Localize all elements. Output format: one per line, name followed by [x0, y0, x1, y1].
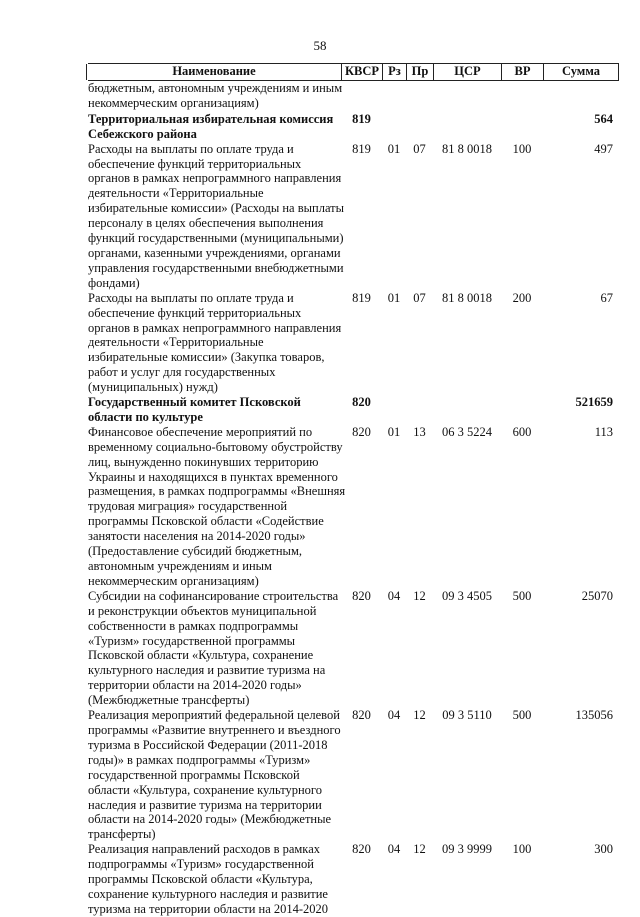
row-kvsr: 820	[352, 395, 371, 410]
row-name-line: некоммерческим организациям)	[88, 573, 259, 588]
row-name-line: избирательные комиссии» (Расходы на выплаты	[88, 201, 345, 216]
row-name-line: трудовая миграция» государственной	[88, 499, 288, 514]
row-name-line: обеспечение функций территориальных	[88, 305, 302, 320]
row-name-line: управления государственными внебюджетными	[88, 260, 344, 275]
row-name-line: автономным учреждениям и иным	[88, 559, 272, 573]
row-name-line: фондами)	[88, 275, 140, 290]
row-pr: 13	[413, 424, 426, 439]
row-rz: 04	[387, 708, 401, 723]
row-name-line: территории области на 2014-2020 годы»	[88, 678, 302, 693]
row-pr: 12	[413, 842, 426, 857]
row-name-line: государственной программы Псковской	[88, 767, 300, 782]
row-name-line: персоналу в целях обеспечения выполнения	[88, 216, 324, 231]
row-name	[86, 112, 341, 142]
row-name-line: органами, казенными учреждениями, органами	[88, 245, 341, 260]
row-name-line: функций государственными (муниципальными)	[88, 231, 344, 246]
table-body	[88, 81, 619, 917]
row-sum: 564	[594, 111, 613, 126]
row-name-line: Расходы на выплаты по оплате труда и	[88, 141, 294, 156]
row-name-line: наследия и развитие туризма на территории	[88, 797, 322, 812]
row-name-line: Государственный комитет Псковской	[88, 395, 301, 410]
row-pr: 12	[413, 588, 426, 603]
table-row	[88, 142, 619, 291]
budget-table	[88, 63, 619, 917]
row-csr: 09 3 5110	[442, 708, 492, 723]
row-name-line: собственности в рамках подпрограммы	[88, 618, 299, 633]
row-name-line: программы Псковской области «Культура,	[88, 872, 313, 887]
header-sum: Сумма	[543, 64, 619, 80]
row-name-line: Псковской области «Культура, сохранение	[88, 648, 314, 663]
table-header	[88, 63, 619, 81]
row-kvsr: 820	[352, 588, 371, 603]
row-name-line: программы Псковской области «Содействие	[88, 514, 324, 529]
row-name	[86, 708, 341, 842]
row-sum: 135056	[575, 708, 613, 723]
row-sum: 25070	[581, 588, 613, 603]
row-name-line: Себежского района	[88, 126, 197, 141]
row-name-line: культурного наследия и развитие туризма на	[88, 663, 326, 678]
row-rz: 01	[387, 424, 401, 439]
table-row	[88, 425, 619, 589]
table-row	[88, 112, 619, 142]
row-csr: 81 8 0018	[442, 141, 492, 156]
header-rz: Рз	[382, 64, 406, 80]
row-name-line: работ и услуг для государственных	[88, 365, 276, 380]
row-name-line: некоммерческим организациям)	[88, 95, 259, 110]
row-sum: 300	[594, 842, 613, 857]
row-name-line: органов в рамках непрограммного направления	[88, 320, 342, 335]
row-name-line: «Туризм» государственной программы	[88, 633, 296, 648]
row-kvsr: 820	[352, 842, 371, 857]
row-name-line: органов в рамках непрограммного направления	[88, 171, 342, 186]
row-name	[86, 424, 346, 589]
row-name-line: годы)» в рамках подпрограммы «Туризм»	[88, 752, 311, 767]
row-csr: 09 3 4505	[442, 588, 492, 603]
row-name-line: деятельности «Территориальные	[88, 335, 264, 350]
row-name-line: деятельности «Территориальные	[88, 186, 264, 201]
row-sum: 521659	[575, 395, 613, 410]
row-name-line: Реализация мероприятий федеральной целевой	[88, 708, 340, 723]
row-name-line: Финансовое обеспечение мероприятий по	[88, 424, 313, 439]
row-rz: 01	[387, 290, 401, 305]
row-name-line: туризма на территории области на 2014-2020	[88, 901, 329, 916]
table-row	[88, 589, 619, 708]
header-kvsr: КВСР	[341, 64, 382, 80]
row-sum: 67	[600, 290, 613, 305]
row-name-line: занятости населения на 2014-2020 годы»	[88, 529, 306, 544]
row-vr: 500	[512, 708, 532, 723]
row-name-line: (Межбюджетные трансферты)	[88, 693, 250, 708]
row-csr: 09 3 9999	[442, 842, 492, 857]
row-name-line: Субсидии на софинансирование строительства	[88, 588, 339, 603]
row-kvsr: 819	[352, 111, 371, 126]
row-rz: 04	[387, 588, 401, 603]
row-name-line: области «Культура, сохранение культурного	[88, 782, 323, 797]
row-name-line: программы «Развитие внутреннего и въездного	[88, 722, 341, 737]
row-name-line: (муниципальных) нужд)	[88, 380, 218, 395]
row-vr: 200	[512, 290, 532, 305]
row-sum: 497	[594, 141, 613, 156]
row-name-line: сохранение культурного наследия и развитие	[88, 886, 328, 901]
row-name-line: (Предоставление субсидий бюджетным,	[88, 544, 302, 559]
table-row	[88, 81, 619, 111]
row-name-line: временному социально-бытовому обустройству	[88, 439, 343, 454]
row-rz: 04	[387, 842, 401, 857]
row-name-line: области по культуре	[88, 409, 203, 424]
row-name-line: размещения, в рамках подпрограммы «Внешняя	[88, 484, 346, 499]
row-vr: 100	[512, 842, 532, 857]
row-kvsr: 820	[352, 708, 371, 723]
row-name-line: лиц, вынужденно покинувших территорию	[88, 454, 319, 469]
row-vr: 100	[512, 141, 532, 156]
header-pr: Пр	[406, 64, 433, 80]
row-rz: 01	[387, 141, 401, 156]
row-name-line: Территориальная избирательная комиссия	[88, 111, 334, 126]
row-name-line: подпрограммы «Туризм» государственной	[88, 857, 314, 872]
page-number: 58	[313, 38, 327, 53]
row-pr: 07	[413, 290, 426, 305]
row-csr: 06 3 5224	[442, 424, 492, 439]
table-row	[88, 708, 619, 842]
row-sum: 113	[594, 424, 613, 439]
table-row	[88, 395, 619, 425]
row-name-line: Расходы на выплаты по оплате труда и	[88, 290, 294, 305]
header-csr: ЦСР	[433, 64, 501, 80]
header-vr: ВР	[501, 64, 543, 80]
row-name-line: избирательные комиссии» (Закупка товаров,	[88, 350, 325, 365]
row-name	[86, 291, 341, 395]
row-name	[86, 589, 341, 708]
row-name-line: Реализация направлений расходов в рамках	[88, 842, 320, 857]
row-name-line: трансферты)	[88, 827, 156, 842]
row-name-line: обеспечение функций территориальных	[88, 156, 302, 171]
row-name	[86, 141, 345, 291]
row-pr: 12	[413, 708, 426, 723]
row-vr: 500	[512, 588, 532, 603]
row-name	[86, 395, 341, 425]
table-row	[88, 291, 619, 395]
row-name-line: Украины и находящихся в пунктах временного	[88, 469, 338, 484]
table-row	[88, 842, 619, 917]
row-name-line: и реконструкции объектов муниципальной	[88, 603, 317, 618]
row-kvsr: 819	[352, 290, 371, 305]
row-name-line: области на 2014-2020 годы» (Межбюджетные	[88, 812, 332, 827]
row-csr: 81 8 0018	[442, 290, 492, 305]
row-name	[86, 842, 341, 917]
row-vr: 600	[512, 424, 532, 439]
header-name: Наименование	[86, 64, 341, 80]
row-name-line: туризма в Российской Федерации (2011-2018	[88, 737, 328, 752]
row-pr: 07	[413, 141, 426, 156]
row-name	[86, 81, 341, 111]
row-kvsr: 819	[352, 141, 371, 156]
row-name-line: бюджетным, автономным учреждениям и иным	[88, 81, 343, 95]
row-kvsr: 820	[352, 424, 371, 439]
